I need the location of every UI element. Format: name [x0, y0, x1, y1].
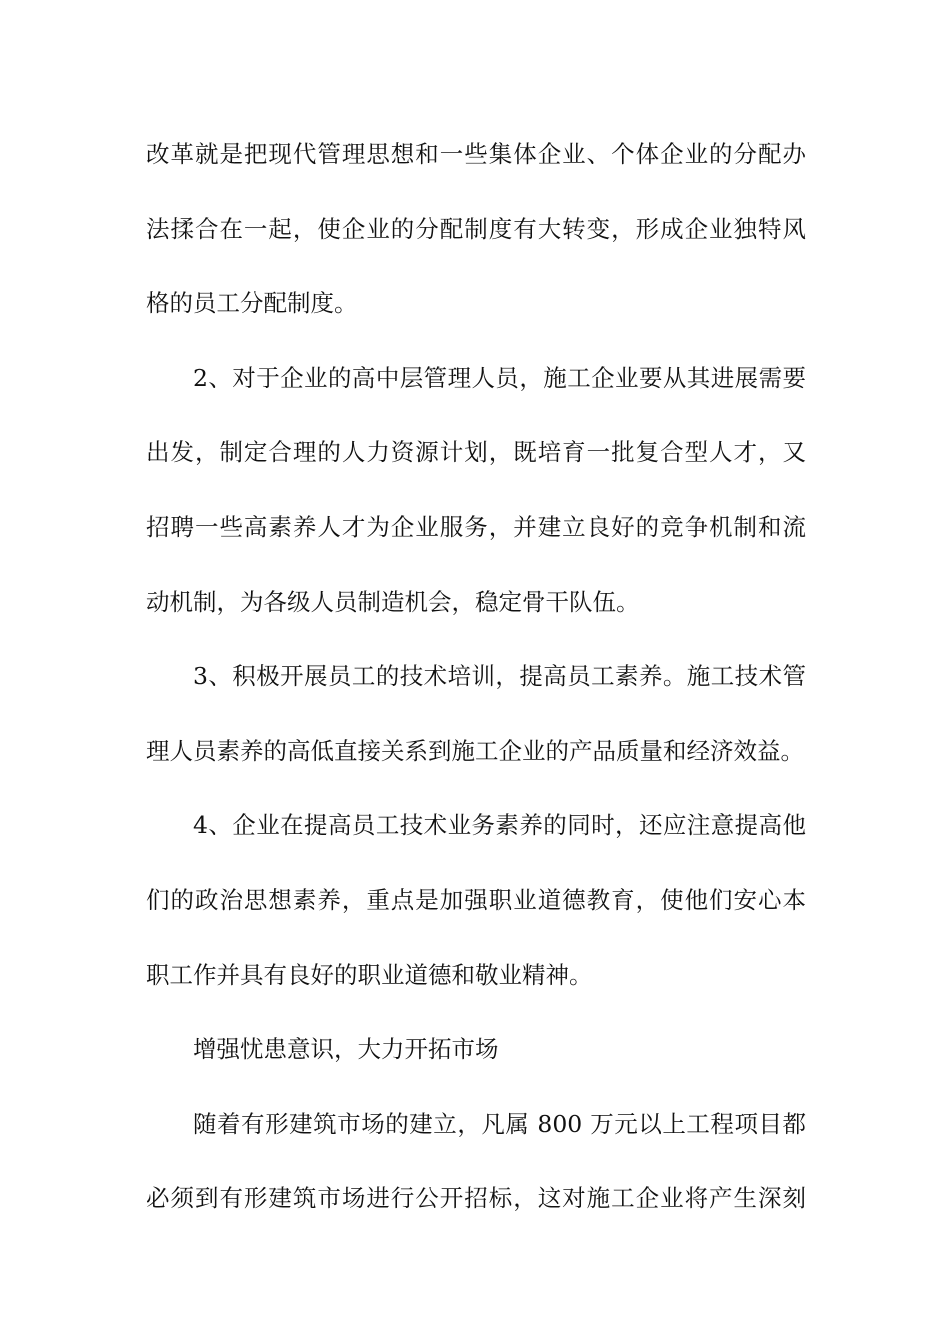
text-line: 职工作并具有良好的职业道德和敬业精神。	[146, 960, 593, 989]
text-line: 招聘一些高素养人才为企业服务，并建立良好的竞争机制和流	[146, 512, 806, 541]
text-line: 2、对于企业的高中层管理人员，施工企业要从其进展需要	[193, 363, 806, 392]
text-line: 出发，制定合理的人力资源计划，既培育一批复合型人才，又	[146, 438, 806, 467]
text-line: 理人员素养的高低直接关系到施工企业的产品质量和经济效益。	[146, 736, 804, 765]
text-line: 4、企业在提高员工技术业务素养的同时，还应注意提高他	[193, 811, 806, 840]
section-heading: 增强忧患意识，大力开拓市场	[193, 1035, 499, 1064]
text-line: 随着有形建筑市场的建立，凡属 800 万元以上工程项目都	[193, 1109, 806, 1138]
text-line: 必须到有形建筑市场进行公开招标，这对施工企业将产生深刻	[146, 1184, 806, 1213]
body-text	[146, 130, 806, 1249]
text-line: 们的政治思想素养，重点是加强职业道德教育，使他们安心本	[146, 885, 806, 914]
text-line: 格的员工分配制度。	[146, 289, 358, 318]
text-line: 动机制，为各级人员制造机会，稳定骨干队伍。	[146, 587, 640, 616]
text-line: 改革就是把现代管理思想和一些集体企业、个体企业的分配办	[146, 140, 806, 168]
text-line: 法揉合在一起，使企业的分配制度有大转变，形成企业独特风	[146, 214, 806, 243]
text-line: 3、积极开展员工的技术培训，提高员工素养。施工技术管	[193, 662, 806, 691]
